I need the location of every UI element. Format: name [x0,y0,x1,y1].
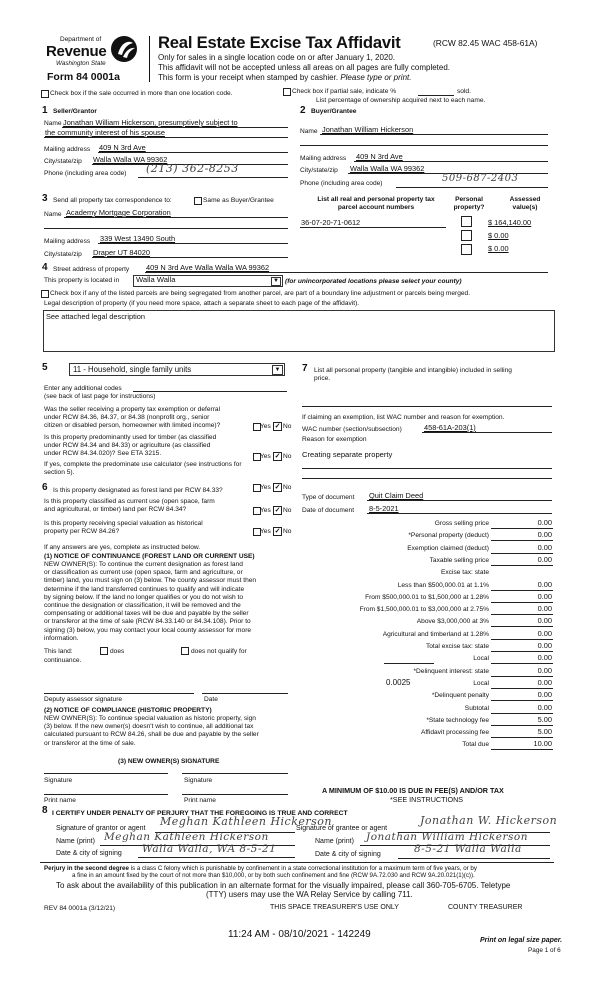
send-city-line [92,257,288,258]
buyer-phone-field[interactable]: 509-687-2403 [442,173,519,184]
tax-row-value[interactable]: 0.00 [537,641,552,650]
tax-row-label: Gross selling price [434,520,489,527]
timber-no-label: No [283,453,292,460]
new-owner-signature-heading: (3) NEW OWNER(S) SIGNATURE [118,758,220,765]
tax-row-line [491,651,553,652]
wac-field[interactable]: 458-61A-203(1) [424,423,476,432]
deputy-label: Deputy assessor signature [44,696,123,703]
notice-line: signing (3) below, you may contact your local county assessor for more [44,626,252,634]
signature-label-1: Signature [44,777,73,784]
tax-row-line [491,602,553,603]
tax-row-label: Local [473,655,489,663]
print-line-2 [182,794,288,795]
dept-name: Revenue [46,43,107,60]
personal-property-line [302,406,552,407]
seller-city-field[interactable]: Walla Walla WA 99362 [93,155,168,164]
tax-row-value[interactable]: 5.00 [537,727,552,737]
chevron-down-icon[interactable]: ▼ [272,365,283,375]
cashier-stamp: 11:24 AM - 08/10/2021 - 142249 [228,929,371,940]
buyer-city-field[interactable]: Walla Walla WA 99362 [350,164,425,173]
exemption-no-checkbox[interactable]: ✓ [274,423,281,430]
personal-property-checkbox-1[interactable] [461,216,472,227]
grantor-signature[interactable]: Meghan Kathleen Hickerson [160,815,332,828]
doc-type-field[interactable]: Quit Claim Deed [369,491,424,500]
partial-sale-label: Check box if partial sale, indicate % [292,88,397,95]
grantee-date-line [398,858,550,859]
notice-compliance-heading: (2) NOTICE OF COMPLIANCE (HISTORIC PROPERTY) [44,707,212,714]
seller-name-field[interactable]: Jonathan William Hickerson, presumptively subject to [63,118,238,127]
parcel-col1-header: List all real and personal property tax parcel account numbers [317,196,435,211]
alt-format-notice-2: (TTY) users may use the WA Relay Service by calling 711. [206,890,413,899]
segregated-label: Check box if any of the listed parcels are being segregated from another parcel, are part of a boundary line adjustment or parcels being merged. [50,290,471,297]
seller-number: 1 [42,105,48,116]
tax-row-label: Above $3,000,000 at 3% [416,618,489,626]
reason-line-3 [302,478,552,479]
buyer-city-label: City/state/zip [300,167,338,174]
tax-row-value[interactable]: 0.00 [537,530,552,540]
tax-row-line [491,540,553,541]
tax-row-value[interactable]: 0.00 [537,518,552,527]
certify-heading: I CERTIFY UNDER PENALTY OF PERJURY THAT THE FOREGOING IS TRUE AND CORRECT [52,810,348,817]
sec6-number: 6 [42,482,48,493]
doc-date-label: Date of document [302,507,355,514]
use-code-select[interactable] [69,363,285,376]
tax-row-label: Affidavit processing fee [420,729,489,737]
deputy-date-label: Date [204,696,218,703]
seller-name-field-2[interactable]: the community interest of his spouse [45,128,165,137]
send-city-label: City/state/zip [44,251,82,258]
buyer-name-line-2 [300,145,548,146]
reason-line-2 [302,468,552,469]
continuance-label: continuance. [44,657,82,664]
send-heading: Send all property tax correspondence to: [53,197,172,204]
tax-row-line [491,663,553,664]
does-not-checkbox[interactable] [181,647,189,655]
tax-row-line [491,676,553,677]
tax-row-value[interactable]: 5.00 [537,714,552,724]
signature-label-2: Signature [184,777,213,784]
historic-no-checkbox[interactable]: ✓ [274,528,281,535]
header-note-3: This form is your receipt when stamped by cashier. Please type or print. [158,73,412,82]
personal-property-label: List all personal property (tangible and intangible) included in selling price. [314,367,512,382]
notice-line: NEW OWNER(S): To continue special valuation as historic property, sign [44,715,256,722]
tax-row-label: Local [473,679,489,687]
dor-logo [109,34,139,64]
grantee-date-field[interactable]: 8-5-21 Walla Walla [414,843,522,855]
tax-row-label: *Delinquent interest: state [413,667,489,675]
send-name-label: Name [44,211,62,218]
header-divider [149,36,150,82]
grantee-signature[interactable]: Jonathan W. Hickerson [420,814,558,827]
tax-row-line [491,749,553,750]
owner-sig-line-2 [182,773,288,774]
notice-line: or transferor at the time of sale (RCW 84.33.140 or 84.34.108). Prior to [44,618,251,626]
send-mail-label: Mailing address [44,238,91,245]
grantor-date-field[interactable]: Walla Walla, WA 8-5-21 [142,843,277,855]
doc-date-field[interactable]: 8-5-2021 [369,504,399,513]
segregated-checkbox[interactable] [41,290,49,298]
tax-row-value[interactable]: 0.00 [537,616,552,626]
assessed-value-3[interactable]: $ 0.00 [488,244,509,253]
perjury-notice-2: a fine in an amount fixed by the court of not more than $10,000, or by both such confinement and fine (RCW 9A.72.030 and RCW 9A.20.021(1)(c)). [72,872,475,879]
notice-line: timber) land, you must sign on (3) below. The county assessor must then [44,577,257,585]
historic-yes-label: Yes [260,528,271,535]
sec5-number: 5 [42,362,48,373]
tax-row-value[interactable]: 0.00 [537,554,552,564]
notice-line: or classification as current use (open space, farm and agriculture, or [44,569,243,577]
street-label: Street address of property [53,266,130,273]
grantor-name-field[interactable]: Meghan Kathleen Hickerson [104,831,269,843]
current-use-no-label: No [283,507,292,514]
partial-percent-field[interactable] [418,95,454,96]
doc-type-label: Type of document [302,494,355,501]
location-select[interactable] [133,275,283,287]
partial-sale-checkbox[interactable] [283,88,291,96]
forest-yes-label: Yes [260,484,271,491]
current-use-no-checkbox[interactable]: ✓ [274,507,281,514]
reason-label: Reason for exemption [302,436,367,443]
historic-no-label: No [283,528,292,535]
buyer-phone-label: Phone (including area code) [300,180,383,187]
tax-row-line [491,688,553,689]
grantee-name-field[interactable]: Jonathan William Hickerson [366,831,528,843]
grantor-name-label: Name (print) [56,838,95,845]
grantor-date-line [138,857,295,858]
seller-mail-line [98,152,288,153]
current-use-yes-label: Yes [260,507,271,514]
form-rcw: (RCW 82.45 WAC 458-61A) [433,38,538,48]
tax-row-label: Total due [462,741,489,749]
header-note-2: This affidavit will not be accepted unless all areas on all pages are fully completed. [158,63,451,72]
tax-row-line [491,713,553,714]
perjury-notice: Perjury in the second degree is a class C felony which is punishable by confinement in a state correctional institution for a maximum term of five years, or by [44,865,477,872]
header-note-1: Only for sales in a single location code on or after January 1, 2020. [158,53,396,62]
notice-continuance-text [44,561,256,643]
local-rate-line [384,663,434,664]
parcel-line-1 [300,227,446,228]
print-name-label-1: Print name [44,797,76,804]
tax-row-line [491,737,553,738]
does-checkbox[interactable] [100,647,108,655]
buyer-mail-label: Mailing address [300,155,347,162]
page-number: Page 1 of 6 [528,947,561,954]
timber-no-checkbox[interactable]: ✓ [274,453,281,460]
buyer-mail-line [354,161,548,162]
assessed-value-1[interactable]: $ 164,140.00 [488,218,532,227]
personal-property-checkbox-2[interactable] [461,230,472,241]
codes-label-2: (see back of last page for instructions) [44,393,156,400]
notice-line: determine if the land transferred continues to qualify and will indicate [44,585,245,593]
seller-mail-field[interactable]: 409 N 3rd Ave [99,143,146,152]
tax-row-label: From $500,000.01 to $1,500,000 at 1.28% [365,593,489,601]
tax-row-line [491,700,553,701]
buyer-mail-field[interactable]: 409 N 3rd Ave [356,152,403,161]
deputy-line [44,693,194,694]
dept-state: Washington State [56,60,106,67]
tax-row-value[interactable]: 0.00 [537,665,552,675]
tax-row-label: Exemption claimed (deduct) [407,544,489,552]
location-select-value: Walla Walla [136,275,176,284]
tax-row-value[interactable]: 0.00 [537,702,552,712]
wac-label: WAC number (section/subsection) [302,426,402,433]
buyer-name-field[interactable]: Jonathan William Hickerson [322,125,414,134]
seller-name-line-2 [44,137,288,138]
seller-phone-label: Phone (including area code) [44,170,127,177]
parcel-col3-header: Assessed value(s) [509,196,541,211]
exemption-question: If claiming an exemption, list WAC number and reason for exemption. [302,414,505,421]
grantor-sig-label: Signature of grantor or agent [56,825,146,832]
send-mail-line [98,243,288,244]
legal-label: Legal description of property (if you need more space, attach a separate sheet to each page of the affidavit). [44,300,360,307]
grantor-date-label: Date & city of signing [56,850,122,857]
legal-description-value: See attached legal description [46,312,146,321]
tax-row-label: Subtotal [464,704,489,712]
does-not-label: does not qualify for [191,648,247,655]
tax-row-label: From $1,500,000.01 to $3,000,000 at 2.75% [359,606,489,614]
grantee-date-label: Date & city of signing [315,851,381,858]
tax-row-value[interactable]: 0.00 [537,690,552,700]
footer-divider [40,862,554,863]
tax-row-value[interactable]: 0.00 [537,542,552,552]
codes-label-1: Enter any additional codes [44,385,122,392]
tax-row-line [491,553,553,554]
assessed-value-2[interactable]: $ 0.00 [488,231,509,240]
treasurer-only-label: THIS SPACE TREASURER'S USE ONLY [270,904,399,911]
located-label: This property is located in [44,277,120,284]
same-as-buyer-label: Same as Buyer/Grantee [203,197,274,204]
tax-row-label: *State technology fee [426,716,489,724]
seller-city-label: City/state/zip [44,158,82,165]
notice-continuance-heading: (1) NOTICE OF CONTINUANCE (FOREST LAND OR CURRENT USE) [44,553,255,560]
seller-phone-line [138,177,288,178]
wac-line [422,432,552,433]
seller-mail-label: Mailing address [44,146,91,153]
tax-row-label: *Personal property (deduct) [408,532,489,540]
county-treasurer-label: COUNTY TREASURER [448,904,523,911]
tax-row-value[interactable]: 0.00 [537,653,552,663]
tax-row-label: Taxable selling price [429,556,489,564]
grantee-name-label: Name (print) [315,838,354,845]
notice-line: NEW OWNER(S): To continue the current designation as forest land [44,561,243,568]
tax-row-label: Agricultural and timberland at 1.28% [382,630,489,638]
forest-question: Is this property designated as forest land per RCW 84.33? [53,487,223,494]
send-name-line-2 [44,228,288,229]
form-title: Real Estate Excise Tax Affidavit [158,33,401,52]
same-as-buyer-checkbox[interactable] [194,197,202,205]
send-number: 3 [42,193,48,204]
historic-question: Is this property receiving special valuation as historical property per RCW 84.26? [44,520,203,535]
timber-yes-label: Yes [260,453,271,460]
tax-row-value[interactable]: 0.00 [537,677,552,687]
ownership-note: List percentage of ownership acquired next to each name. [316,97,486,104]
print-name-label-2: Print name [184,797,216,804]
codes-line [133,391,287,392]
legal-paper-note: Print on legal size paper. [480,937,563,944]
forest-no-label: No [283,484,292,491]
doc-date-line [367,513,552,514]
located-note: (for unincorporated locations please select your county) [285,278,462,285]
does-label: does [110,648,125,655]
buyer-name-label: Name [300,128,318,135]
tax-row-line [491,614,553,615]
notice-line: by signing below. If the land no longer qualifies or you do not wish to [44,593,244,601]
sec5-q2-note: If yes, complete the predominate use calculator (see instructions for section 5). [44,461,242,476]
multi-location-checkbox[interactable] [41,90,49,98]
tax-row-value[interactable]: 0.00 [537,591,552,601]
tax-row-value[interactable]: 10.00 [533,739,552,749]
notice-line: (3) below. If the new owner(s) doesn't wish to continue, all additional tax [44,723,254,731]
revision-label: REV 84 0001a (3/12/21) [44,905,116,912]
sec5-q1: Was the seller receiving a property tax exemption or deferral under RCW 84.36, 84.37, or 84.38 (nonprofit org., senior citizen or disabled person, homeowner with limited income)? [44,406,221,429]
buyer-phone-line [396,187,548,188]
tax-row-label: Less than $500,000.01 at 1.1% [397,581,489,589]
answers-note: If any answers are yes, complete as instructed below. [44,544,201,551]
sec8-number: 8 [42,805,48,816]
seller-name-label: Name [44,120,62,127]
current-use-question: Is this property classified as current use (open space, farm and agricultural, or timber) land per RCW 84.34? [44,498,215,513]
print-line-1 [44,794,168,795]
alt-format-notice: To ask about the availability of this publication in an alternate format for the visually impaired, please call 360-705-6705. Teletype [56,881,511,890]
sold-label: sold. [457,88,471,95]
tax-row-label: *Delinquent penalty [431,692,489,700]
exemption-no-label: No [283,423,292,430]
seller-heading: Seller/Grantor [53,108,97,115]
owner-sig-line-1 [44,773,168,774]
minimum-note: A MINIMUM OF $10.00 IS DUE IN FEE(S) AND/OR TAX [322,786,504,795]
tax-row-line [491,590,553,591]
form-number: Form 84 0001a [47,71,120,83]
street-number: 4 [42,262,48,273]
sec5-q2: Is this property predominantly used for timber (as classified under RCW 84.34 and 84.33) or agriculture (as classified under RCW 84.34.020)? See ETA 3215. [44,434,217,457]
personal-property-checkbox-3[interactable] [461,244,472,255]
forest-no-checkbox[interactable]: ✓ [274,484,281,491]
deputy-date-line [202,693,288,694]
tax-row-value[interactable]: 0.00 [537,604,552,614]
grantee-sig-label: Signature of grantee or agent [296,825,388,832]
seller-phone-field[interactable]: (213) 362-8253 [146,162,239,175]
buyer-name-line [320,134,548,135]
notice-line: information. [44,634,79,642]
notice-line: or transferor at the time of sale. [44,739,136,747]
notice-line: compensating or additional taxes will be due and payable by the seller [44,610,249,618]
use-code-value: 11 - Household, single family units [73,365,192,374]
this-land-label: This land: [44,648,73,655]
tax-row-line [491,565,553,566]
tax-row-line [491,528,553,529]
notice-line: calculated pursuant to RCW 84.26, shall be due and payable by the seller [44,731,259,739]
tax-row-label: Excise tax: state [440,569,489,577]
send-city-field[interactable]: Draper UT 84020 [93,248,150,257]
notice-compliance-text [44,715,259,748]
tax-row-value[interactable]: 0.00 [537,628,552,638]
buyer-heading: Buyer/Grantee [311,108,357,115]
parcel-col2-header: Personal property? [453,196,485,211]
street-line [145,272,548,273]
doc-type-line [367,500,552,501]
chevron-down-icon[interactable]: ▼ [271,277,281,286]
tax-row-value[interactable]: 0.00 [537,579,552,589]
tax-row-line [491,639,553,640]
exemption-yes-label: Yes [260,423,271,430]
parcel-number-1[interactable]: 36-07-20-71-0612 [301,218,361,227]
legal-description-field[interactable] [43,310,555,352]
send-mail-field[interactable]: 339 West 13490 South [100,234,176,243]
street-address-field[interactable]: 409 N 3rd Ave Walla Walla WA 99362 [146,263,270,272]
send-name-field[interactable]: Academy Mortgage Corporation [66,208,171,217]
tax-row-label: Total excise tax: state [425,643,489,650]
dept-top: Department of [60,36,102,43]
tax-row-line [491,725,553,726]
notice-line: continue the designation or classification, it will be removed and the [44,602,241,610]
multi-location-label: Check box if the sale occurred in more than one location code. [50,90,233,97]
sec7-number: 7 [302,363,308,374]
reason-field[interactable]: Creating separate property [302,450,393,459]
send-name-line [64,217,288,218]
local-rate: 0.0025 [386,678,411,687]
tax-row-line [491,626,553,627]
buyer-number: 2 [300,105,306,116]
see-instructions: *SEE INSTRUCTIONS [390,795,464,804]
